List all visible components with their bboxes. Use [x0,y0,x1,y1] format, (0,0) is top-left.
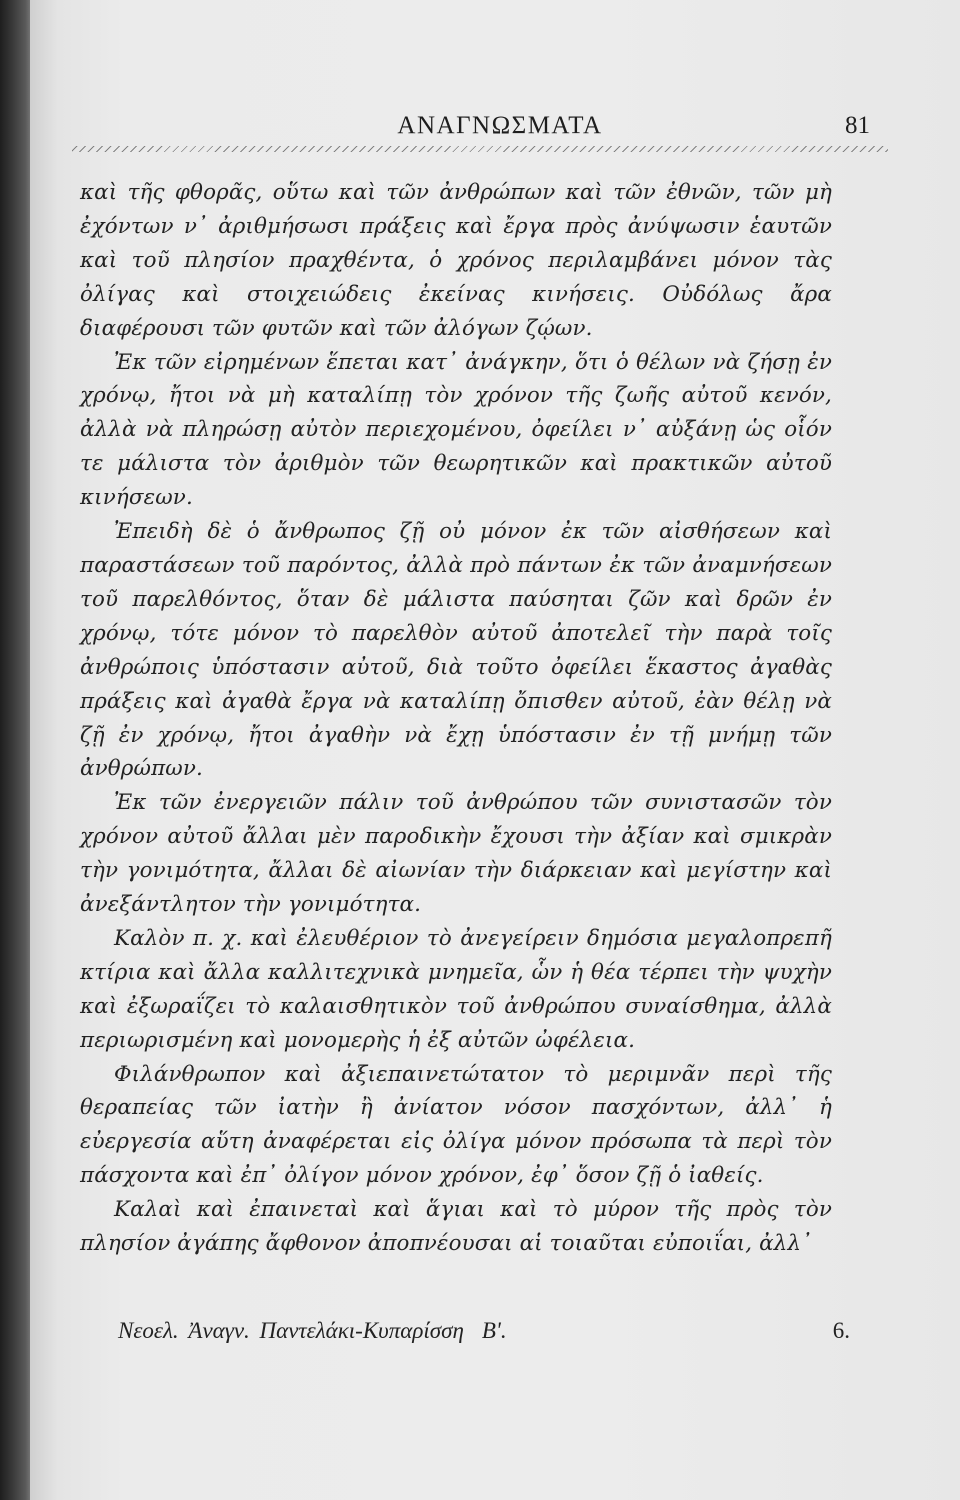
paragraph-4: Ἐκ τῶν ἐνεργειῶν πάλιν τοῦ ἀνθρώπου τῶν συνιστασῶν τὸν χρόνον αὐτοῦ ἄλλαι μὲν παροδικὴν ἔχουσι τὴν ἀξίαν καὶ σμικρὰν τὴν γονιμότητα, ἄλλαι δὲ αἰωνίαν τὴν διάρκειαν καὶ μεγίστην καὶ ἀνεξάντλητον τὴν γονιμότητα. [80,790,832,918]
page-number: 81 [845,112,870,139]
printer-signature [118,1318,507,1344]
body-text [80,176,832,1261]
book-spine-shadow [0,0,32,1500]
paragraph-2: Ἐκ τῶν εἰρημένων ἕπεται κατ᾽ ἀνάγκην, ὅτι ὁ θέλων νὰ ζήσῃ ἐν χρόνῳ, ἤτοι νὰ μὴ καταλίπῃ τὸν χρόνον τῆς ζωῆς αὐτοῦ κενόν, ἀλλὰ νὰ πληρώσῃ αὐτὸν περιεχομένου, ὀφείλει ν᾽ αὐξάνῃ ὡς οἷόν τε μάλιστα τὸν ἀριθμὸν τῶν θεωρητικῶν καὶ πρακτικῶν αὐτοῦ κινήσεων. [80,349,832,511]
paragraph-7: Καλαὶ καὶ ἐπαινεταὶ καὶ ἅγιαι καὶ τὸ μύρον τῆς πρὸς τὸν πλησίον ἀγάπης ἄφθονον ἀποπνέουσαι αἱ τοιαῦται εὐποιΐαι, ἀλλ᾽ [80,1197,832,1257]
paragraph-6: Φιλάνθρωπον καὶ ἀξιεπαινετώτατον τὸ μεριμνᾶν περὶ τῆς θεραπείας τῶν ἰατὴν ἢ ἀνίατον νόσον πασχόντων, ἀλλ᾽ ἡ εὐεργεσία αὕτη ἀναφέρεται εἰς ὀλίγα μόνον πρόσωπα τὰ περὶ τὸν πάσχοντα καὶ ἐπ᾽ ὀλίγον μόνον χρόνον, ἐφ᾽ ὅσον ζῇ ὁ ἰαθείς. [80,1061,832,1189]
paragraph-1: καὶ τῆς φθορᾶς, οὕτω καὶ τῶν ἀνθρώπων καὶ τῶν ἐθνῶν, τῶν μὴ ἐχόντων ν᾽ ἀριθμήσωσι πράξεις καὶ ἔργα πρὸς ἀνύψωσιν ἑαυτῶν καὶ τοῦ πλησίον πραχθέντα, ὁ χρόνος περιλαμβάνει μόνον τὰς ὀλίγας καὶ στοιχειώδεις ἐκείνας κινήσεις. Οὐδόλως ἄρα διαφέρουσι τῶν φυτῶν καὶ τῶν ἀλόγων ζῴων. [80,180,832,341]
sheet-number: 6. [832,1318,850,1343]
paragraph-3: Ἐπειδὴ δὲ ὁ ἄνθρωπος ζῇ οὐ μόνον ἐκ τῶν αἰσθήσεων καὶ παραστάσεων τοῦ παρόντος, ἀλλὰ πρὸ πάντων ἐκ τῶν ἀναμνήσεων τοῦ παρελθόντος, ὅταν δὲ μάλιστα παύσηται ζῶν καὶ δρῶν ἐν χρόνῳ, τότε μόνον τὸ παρελθὸν αὐτοῦ ἀποτελεῖ τὴν παρὰ τοῖς ἀνθρώποις ὑπόστασιν αὐτοῦ, διὰ τοῦτο ὀφείλει ἕκαστος ἀγαθὰς πράξεις καὶ ἀγαθὰ ἔργα νὰ καταλίπῃ ὄπισθεν αὐτοῦ, ἐὰν θέλῃ νὰ ζῇ ἐν χρόνῳ, ἤτοι ἀγαθὴν νὰ ἔχῃ ὑπόστασιν ἐν τῇ μνήμῃ τῶν ἀνθρώπων. [80,519,832,782]
header-wavy-rule [72,146,888,152]
book-page [30,0,960,1500]
running-title: ΑΝΑΓΝΩΣΜΑΤΑ [397,112,603,139]
paragraph-5: Καλὸν π. χ. καὶ ἐλευθέριον τὸ ἀνεγείρειν δημόσια μεγαλοπρεπῆ κτίρια καὶ ἄλλα καλλιτεχνικὰ μνημεῖα, ὧν ἡ θέα τέρπει τὴν ψυχὴν καὶ ἐξωραΐζει τὸ καλαισθητικὸν τοῦ ἀνθρώπου συναίσθημα, ἀλλὰ περιωρισμένη καὶ μονομερὴς ἡ ἐξ αὐτῶν ὠφέλεια. [80,925,832,1053]
signature-text: Νεοελ. Ἀναγν. Παντελάκι-Κυπαρίσση [118,1318,464,1343]
volume-mark: Β'. [481,1318,507,1343]
signature-line [118,1318,850,1354]
